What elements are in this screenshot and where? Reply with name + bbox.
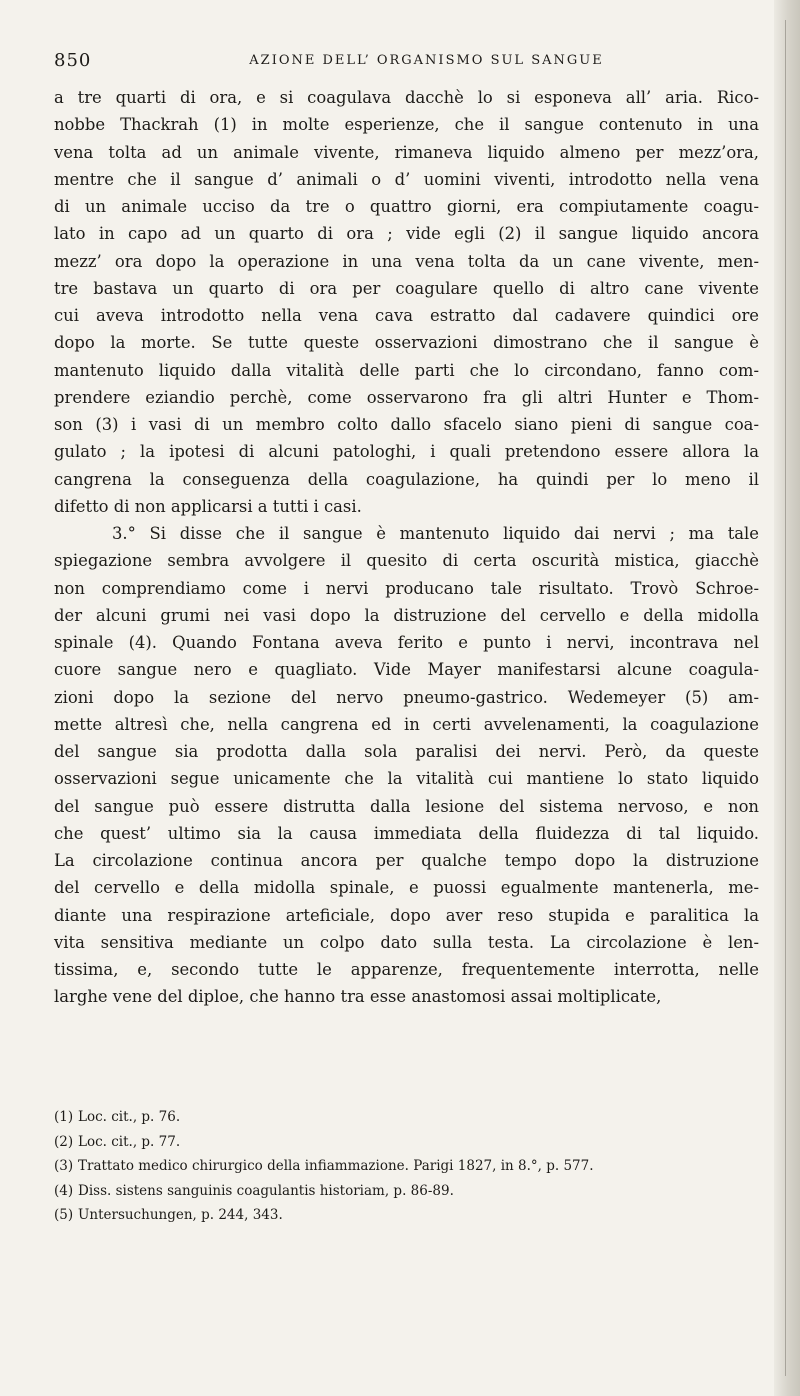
text-line: mezz’ ora dopo la operazione in una vena tolta da un cane vivente, men- — [54, 251, 759, 271]
footnote-text: Diss. sistens sanguinis coagulantis historiam, p. 86-89. — [78, 1182, 454, 1199]
text-line: non comprendiamo come i nervi producano tale risultato. Trovò Schroe- — [54, 578, 759, 598]
text-line: cui aveva introdotto nella vena cava estratto dal cadavere quindici ore — [54, 306, 759, 325]
footnote-number: (1) — [54, 1109, 74, 1125]
text-line: di un animale ucciso da tre o quattro giorni, era compiutamente coagu- — [54, 197, 759, 216]
footnote-text: Loc. cit., p. 77. — [78, 1133, 181, 1150]
page-number: 850 — [54, 50, 92, 71]
footnote — [54, 1179, 759, 1204]
footnote-number: (4) — [54, 1182, 74, 1199]
text-line: spiegazione sembra avvolgere il quesito di certa oscurità mistica, giacchè — [54, 551, 759, 571]
page-margin-line — [785, 20, 786, 1376]
footnote-text: Loc. cit., p. 76. — [78, 1109, 181, 1125]
footnotes — [54, 1105, 759, 1228]
text-line: a tre quarti di ora, e si coagulava dacchè lo si esponeva all’ aria. Rico- — [54, 88, 759, 107]
text-line: mette altresì che, nella cangrena ed in certi avvelenamenti, la coagulazione — [54, 714, 759, 734]
footnote-number: (3) — [54, 1158, 74, 1174]
text-line: tissima, e, secondo tutte le apparenze, frequentemente interrotta, nelle — [54, 960, 759, 979]
footnote — [54, 1130, 759, 1155]
text-line: spinale (4). Quando Fontana aveva ferito e punto i nervi, incontrava nel — [54, 633, 759, 652]
footnote — [54, 1154, 759, 1179]
body-text — [54, 84, 759, 1011]
footnote-text: Trattato medico chirurgico della infiammazione. Parigi 1827, in 8.°, p. 577. — [78, 1158, 594, 1174]
text-line: gulato ; la ipotesi di alcuni patologhi, i quali pretendono essere allora la — [54, 442, 759, 462]
text-line: tre bastava un quarto di ora per coagulare quello di altro cane vivente — [54, 278, 759, 298]
footnote — [54, 1203, 759, 1228]
running-title: AZIONE DELL’ ORGANISMO SUL SANGUE — [249, 53, 604, 68]
text-line: cangrena la conseguenza della coagulazione, ha quindi per lo meno il — [54, 469, 759, 489]
page-edge-shadow — [774, 0, 800, 1396]
text-line: mentre che il sangue d’ animali o d’ uomini viventi, introdotto nella vena — [54, 169, 759, 189]
text-line: son (3) i vasi di un membro colto dallo sfacelo siano pieni di sangue coa- — [54, 415, 759, 434]
text-line: larghe vene del diploe, che hanno tra esse anastomosi assai moltiplicate, — [54, 987, 662, 1007]
footnote-number: (5) — [54, 1207, 74, 1223]
text-line: prendere eziandio perchè, come osservarono fra gli altri Hunter e Thom- — [54, 387, 759, 407]
page-header — [54, 50, 759, 80]
text-line: lato in capo ad un quarto di ora ; vide egli (2) il sangue liquido ancora — [54, 224, 759, 244]
text-line: del cervello e della midolla spinale, e puossi egualmente mantenerla, me- — [54, 878, 759, 898]
footnote-number: (2) — [54, 1133, 74, 1150]
text-line: der alcuni grumi nei vasi dopo la distruzione del cervello e della midolla — [54, 605, 759, 625]
text-line: zioni dopo la sezione del nervo pneumo-gastrico. Wedemeyer (5) am- — [54, 687, 759, 707]
text-line: del sangue può essere distrutta dalla lesione del sistema nervoso, e non — [54, 796, 759, 816]
text-line: vita sensitiva mediante un colpo dato sulla testa. La circolazione è len- — [54, 932, 759, 952]
text-line: 3.° Si disse che il sangue è mantenuto liquido dai nervi ; ma tale — [112, 524, 759, 543]
text-line: mantenuto liquido dalla vitalità delle parti che lo circondano, fanno com- — [54, 360, 759, 380]
text-line: del sangue sia prodotta dalla sola paralisi dei nervi. Però, da queste — [54, 742, 759, 761]
text-line: vena tolta ad un animale vivente, rimaneva liquido almeno per mezz’ora, — [54, 142, 759, 162]
text-line: difetto di non applicarsi a tutti i casi. — [54, 496, 362, 516]
text-line: La circolazione continua ancora per qualche tempo dopo la distruzione — [54, 851, 759, 870]
text-line: osservazioni segue unicamente che la vitalità cui mantiene lo stato liquido — [54, 769, 759, 789]
footnote — [54, 1105, 759, 1130]
text-line: diante una respirazione arteficiale, dopo aver reso stupida e paralitica la — [54, 905, 759, 925]
text-line: nobbe Thackrah (1) in molte esperienze, che il sangue contenuto in una — [54, 115, 759, 135]
text-line: dopo la morte. Se tutte queste osservazioni dimostrano che il sangue è — [54, 333, 759, 353]
text-line: che quest’ ultimo sia la causa immediata della fluidezza di tal liquido. — [54, 823, 759, 843]
text-line: cuore sangue nero e quagliato. Vide Mayer manifestarsi alcune coagula- — [54, 660, 759, 680]
footnote-text: Untersuchungen, p. 244, 343. — [78, 1207, 283, 1223]
